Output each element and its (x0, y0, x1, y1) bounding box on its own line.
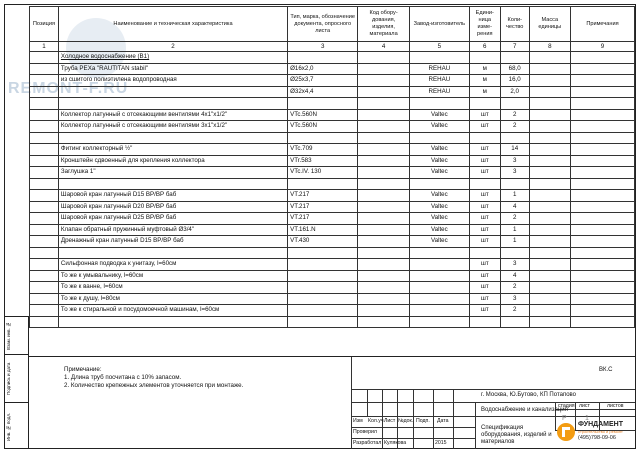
header-quantity: Коли-чество (500, 7, 529, 42)
cell-pos (30, 293, 59, 305)
cell-name: То же к ванне, l=60см (58, 282, 287, 294)
table-row (30, 52, 635, 64)
cell-pos (30, 98, 59, 110)
cell-name (58, 98, 287, 110)
cell-qty (500, 316, 529, 328)
cell-mass (529, 213, 570, 225)
cell-note (570, 52, 634, 64)
cell-note (570, 132, 634, 144)
cell-mass (529, 86, 570, 98)
cell-type (288, 282, 358, 294)
table-row (30, 201, 635, 213)
cell-mass (529, 201, 570, 213)
table-row (30, 293, 635, 305)
cell-unit: шт (469, 224, 500, 236)
note-item: 1. Длина труб посчитана с 10% запасом. (64, 374, 182, 381)
cell-mass (529, 270, 570, 282)
cell-mfr: Valtec (409, 167, 469, 179)
cell-type: Ø32х4,4 (288, 86, 358, 98)
cell-type: VTc.709 (288, 144, 358, 156)
cell-unit: шт (469, 144, 500, 156)
cell-type (288, 316, 358, 328)
cell-mfr: Valtec (409, 190, 469, 202)
cell-note (570, 224, 634, 236)
watermark: REMONT-F.RU (8, 80, 129, 97)
cell-qty (500, 132, 529, 144)
cell-type (288, 52, 358, 64)
cell-qty: 1 (500, 236, 529, 248)
cell-type (288, 247, 358, 259)
col-number: 1 (30, 42, 59, 52)
cell-mfr (409, 132, 469, 144)
cell-note (570, 247, 634, 259)
cell-mass (529, 155, 570, 167)
cell-qty: 68,0 (500, 63, 529, 75)
cell-qty: 2 (500, 121, 529, 133)
cell-mass (529, 259, 570, 271)
cell-pos (30, 282, 59, 294)
column-number-row (30, 42, 635, 52)
cell-pos (30, 109, 59, 121)
cell-name (58, 178, 287, 190)
sidebar-signature-date: Подпись и дата (6, 362, 11, 396)
cell-qty (500, 247, 529, 259)
cell-mfr (409, 247, 469, 259)
cell-name: Шаровой кран латунный D25 ВР/ВР баб (58, 213, 287, 225)
table-header-row (30, 7, 635, 42)
table-row (30, 213, 635, 225)
cell-mfr (409, 270, 469, 282)
cell-pos (30, 213, 59, 225)
sheets-header: листов (607, 403, 624, 409)
col-number: 7 (500, 42, 529, 52)
table-row (30, 178, 635, 190)
cell-note (570, 121, 634, 133)
cell-qty: 2 (500, 305, 529, 317)
cell-code (358, 282, 410, 294)
sheet-header: лист (579, 403, 590, 409)
cell-mass (529, 178, 570, 190)
cell-code (358, 316, 410, 328)
logo-subtitle: строительство и ремонт (578, 429, 623, 434)
cell-code (358, 144, 410, 156)
cell-note (570, 201, 634, 213)
cell-mfr: REHAU (409, 63, 469, 75)
table-row (30, 236, 635, 248)
cell-mfr: Valtec (409, 213, 469, 225)
col-number: 6 (469, 42, 500, 52)
table-row (30, 190, 635, 202)
cell-note (570, 190, 634, 202)
cell-note (570, 63, 634, 75)
cell-pos (30, 190, 59, 202)
cell-unit: шт (469, 293, 500, 305)
sidebar-replace-inv: Взам. инв. № (6, 321, 11, 351)
cell-code (358, 167, 410, 179)
cell-unit (469, 316, 500, 328)
cell-note (570, 282, 634, 294)
cell-type: VTc.560N (288, 109, 358, 121)
cell-note (570, 109, 634, 121)
cell-name: Фитинг коллекторный ½" (58, 144, 287, 156)
cell-mass (529, 75, 570, 87)
rev-col: №док. (398, 418, 414, 424)
cell-type: VT.161.N (288, 224, 358, 236)
cell-mfr: Valtec (409, 201, 469, 213)
cell-mass (529, 305, 570, 317)
stage-value: Р (562, 415, 567, 422)
cell-qty: 3 (500, 259, 529, 271)
cell-pos (30, 259, 59, 271)
cell-mass (529, 52, 570, 64)
cell-code (358, 190, 410, 202)
cell-unit: шт (469, 121, 500, 133)
cell-mass (529, 63, 570, 75)
cell-code (358, 305, 410, 317)
project-address: г. Москва, Ю.Бутово, КП Потапово (481, 392, 577, 398)
cell-pos (30, 132, 59, 144)
cell-qty: 4 (500, 270, 529, 282)
header-manufacturer: Завод-изготовитель (409, 7, 469, 42)
cell-name: Кронштейн сдвоенный для крепления коллектора (58, 155, 287, 167)
cell-mfr (409, 316, 469, 328)
cell-code (358, 270, 410, 282)
cell-type: VT.217 (288, 201, 358, 213)
cell-name: Шаровой кран латунный D20 ВР/ВР баб (58, 201, 287, 213)
section-name: Водоснабжение и канализация (481, 407, 568, 413)
cell-qty (500, 98, 529, 110)
cell-mfr: Valtec (409, 109, 469, 121)
cell-unit: шт (469, 236, 500, 248)
cell-qty: 2 (500, 282, 529, 294)
cell-note (570, 86, 634, 98)
cell-qty (500, 178, 529, 190)
cell-unit (469, 132, 500, 144)
cell-name (58, 316, 287, 328)
cell-unit (469, 98, 500, 110)
cell-qty: 4 (500, 201, 529, 213)
cell-qty: 2,0 (500, 86, 529, 98)
notes (64, 366, 243, 390)
cell-pos (30, 75, 59, 87)
cell-unit: шт (469, 270, 500, 282)
cell-unit: шт (469, 155, 500, 167)
cell-pos (30, 201, 59, 213)
cell-unit: шт (469, 259, 500, 271)
cell-mass (529, 109, 570, 121)
cell-mass (529, 236, 570, 248)
cell-type: Ø16х2,0 (288, 63, 358, 75)
cell-mass (529, 121, 570, 133)
cell-name: Холодное водоснабжение (В1) (58, 52, 287, 64)
cell-mfr (409, 305, 469, 317)
cell-mass (529, 293, 570, 305)
cell-type (288, 132, 358, 144)
cell-name: Заглушка 1" (58, 167, 287, 179)
cell-mfr: Valtec (409, 121, 469, 133)
cell-mfr (409, 282, 469, 294)
table-row (30, 86, 635, 98)
cell-name: То же к стиральной и посудомоечной машинам, l=60см (58, 305, 287, 317)
rev-col: Лист (384, 418, 396, 424)
cell-pos (30, 86, 59, 98)
table-row (30, 109, 635, 121)
cell-note (570, 167, 634, 179)
cell-unit: м (469, 75, 500, 87)
cell-code (358, 121, 410, 133)
table-row (30, 75, 635, 87)
cell-unit: шт (469, 167, 500, 179)
table-row (30, 247, 635, 259)
cell-code (358, 293, 410, 305)
cell-type (288, 293, 358, 305)
checked-label: Проверил (353, 429, 377, 435)
cell-unit: шт (469, 305, 500, 317)
table-row (30, 98, 635, 110)
note-item: 2. Количество крепежных элементов уточняется при монтаже. (64, 382, 244, 389)
table-row (30, 144, 635, 156)
table-row (30, 132, 635, 144)
cell-qty: 3 (500, 293, 529, 305)
cell-mfr (409, 98, 469, 110)
table-row (30, 121, 635, 133)
cell-mass (529, 190, 570, 202)
cell-mfr: REHAU (409, 86, 469, 98)
cell-mfr (409, 52, 469, 64)
cell-mass (529, 167, 570, 179)
stage-header: стадия (558, 403, 575, 409)
cell-name (58, 86, 287, 98)
logo-phone: (495)798-09-06 (578, 435, 616, 441)
cell-unit (469, 52, 500, 64)
rev-col: Изм (353, 418, 363, 424)
cell-code (358, 236, 410, 248)
rev-col: Подп. (416, 418, 430, 424)
cell-name: Коллектор латунный с отсекающими вентилями 4х1"х1/2" (58, 109, 287, 121)
cell-name: Шаровой кран латунный D15 ВР/ВР баб (58, 190, 287, 202)
cell-mfr: Valtec (409, 236, 469, 248)
cell-mfr (409, 293, 469, 305)
cell-unit (469, 178, 500, 190)
cell-qty: 2 (500, 109, 529, 121)
cell-type (288, 98, 358, 110)
cell-type (288, 305, 358, 317)
cell-type (288, 178, 358, 190)
cell-pos (30, 121, 59, 133)
cell-mfr: Valtec (409, 144, 469, 156)
cell-note (570, 213, 634, 225)
cell-name: То же к душу, l=80см (58, 293, 287, 305)
cell-unit: шт (469, 282, 500, 294)
cell-type: VTc.560N (288, 121, 358, 133)
header-code: Код обору-дования, изделия, материала (358, 7, 410, 42)
cell-qty: 1 (500, 224, 529, 236)
cell-pos (30, 178, 59, 190)
cell-mass (529, 316, 570, 328)
cell-pos (30, 247, 59, 259)
cell-qty: 14 (500, 144, 529, 156)
header-mass: Масса единицы (529, 7, 570, 42)
specification-table (29, 6, 635, 328)
cell-qty: 2 (500, 213, 529, 225)
cell-pos (30, 270, 59, 282)
table-row (30, 259, 635, 271)
cell-pos (30, 305, 59, 317)
cell-pos (30, 236, 59, 248)
cell-type (288, 259, 358, 271)
table-row (30, 270, 635, 282)
table-row (30, 63, 635, 75)
rev-col: Дата (437, 418, 449, 424)
cell-code (358, 86, 410, 98)
cell-mass (529, 282, 570, 294)
header-position: Позиция (30, 7, 59, 42)
doc-code: ВК.С (599, 367, 613, 373)
cell-pos (30, 316, 59, 328)
year: 2015 (435, 440, 447, 446)
cell-unit: шт (469, 213, 500, 225)
table-row (30, 282, 635, 294)
cell-code (358, 132, 410, 144)
cell-note (570, 178, 634, 190)
table-row (30, 167, 635, 179)
cell-name (58, 247, 287, 259)
cell-code (358, 201, 410, 213)
cell-code (358, 52, 410, 64)
sheet-value: 1 (585, 415, 589, 422)
col-number: 3 (288, 42, 358, 52)
cell-note (570, 259, 634, 271)
company-logo-icon (556, 422, 576, 442)
company-logo (556, 418, 632, 446)
logo-name: ФУНДАМЕНТ (578, 421, 623, 428)
cell-note (570, 270, 634, 282)
cell-type: VTc.IV. 130 (288, 167, 358, 179)
cell-note (570, 75, 634, 87)
cell-note (570, 305, 634, 317)
cell-note (570, 144, 634, 156)
cell-mass (529, 144, 570, 156)
cell-pos (30, 52, 59, 64)
cell-type: VT.430 (288, 236, 358, 248)
cell-qty: 1 (500, 190, 529, 202)
table-row (30, 316, 635, 328)
rev-col: Кол.уч (368, 418, 384, 424)
cell-type: VT.217 (288, 190, 358, 202)
table-row (30, 155, 635, 167)
cell-code (358, 98, 410, 110)
cell-type (288, 270, 358, 282)
header-unit: Едини-ница изме-рения (469, 7, 500, 42)
cell-code (358, 75, 410, 87)
col-number: 5 (409, 42, 469, 52)
col-number: 4 (358, 42, 410, 52)
cell-pos (30, 144, 59, 156)
cell-unit: м (469, 63, 500, 75)
cell-qty (500, 52, 529, 64)
col-number: 9 (570, 42, 634, 52)
cell-pos (30, 167, 59, 179)
notes-title: Примечание: (64, 366, 102, 373)
cell-mass (529, 132, 570, 144)
cell-code (358, 63, 410, 75)
cell-code (358, 213, 410, 225)
header-notes: Примечания (570, 7, 634, 42)
cell-mass (529, 224, 570, 236)
cell-name: Дренажный кран латунный D15 ВР/ВР баб (58, 236, 287, 248)
cell-unit (469, 247, 500, 259)
cell-pos (30, 155, 59, 167)
cell-code (358, 224, 410, 236)
table-row (30, 224, 635, 236)
cell-mfr (409, 259, 469, 271)
cell-code (358, 247, 410, 259)
cell-pos (30, 224, 59, 236)
cell-mfr: REHAU (409, 75, 469, 87)
cell-unit: м (469, 86, 500, 98)
document-title: Спецификация оборудования, изделий и материалов (481, 425, 552, 445)
cell-mass (529, 247, 570, 259)
cell-name: из сшитого полиэтилена водопроводная (58, 75, 287, 87)
cell-note (570, 155, 634, 167)
cell-qty: 16,0 (500, 75, 529, 87)
cell-type: VT.217 (288, 213, 358, 225)
cell-type: Ø25х3,7 (288, 75, 358, 87)
cell-qty: 3 (500, 155, 529, 167)
cell-type: VTr.583 (288, 155, 358, 167)
cell-note (570, 316, 634, 328)
cell-code (358, 109, 410, 121)
cell-unit: шт (469, 109, 500, 121)
cell-unit: шт (469, 201, 500, 213)
header-name: Наименование и техническая характеристика (58, 7, 287, 42)
header-type: Тип, марка, обозначение документа, опросного листа (288, 7, 358, 42)
cell-unit: шт (469, 190, 500, 202)
cell-note (570, 293, 634, 305)
cell-code (358, 259, 410, 271)
cell-name (58, 132, 287, 144)
cell-mfr: Valtec (409, 155, 469, 167)
cell-mfr (409, 178, 469, 190)
col-number: 2 (58, 42, 287, 52)
developed-label: Разработал (353, 440, 382, 446)
side-stamp (4, 316, 29, 449)
sidebar-inv-original: Инв. № подл. (6, 412, 11, 442)
cell-note (570, 98, 634, 110)
cell-code (358, 155, 410, 167)
table-row (30, 305, 635, 317)
cell-pos (30, 63, 59, 75)
cell-mass (529, 98, 570, 110)
cell-name: Клапан обратный пружинный муфтовый Ø3/4" (58, 224, 287, 236)
cell-name: Сильфонная подводка к унитазу, l=60см (58, 259, 287, 271)
cell-qty: 3 (500, 167, 529, 179)
cell-code (358, 178, 410, 190)
cell-name: Коллектор латунный с отсекающими вентилями 3х1"х1/2" (58, 121, 287, 133)
cell-note (570, 236, 634, 248)
cell-name: То же к умывальнику, l=60см (58, 270, 287, 282)
cell-name: Труба PEXa "RAUTITAN stabil" (58, 63, 287, 75)
col-number: 8 (529, 42, 570, 52)
developer-name: Кулякова (384, 440, 407, 446)
cell-mfr: Valtec (409, 224, 469, 236)
